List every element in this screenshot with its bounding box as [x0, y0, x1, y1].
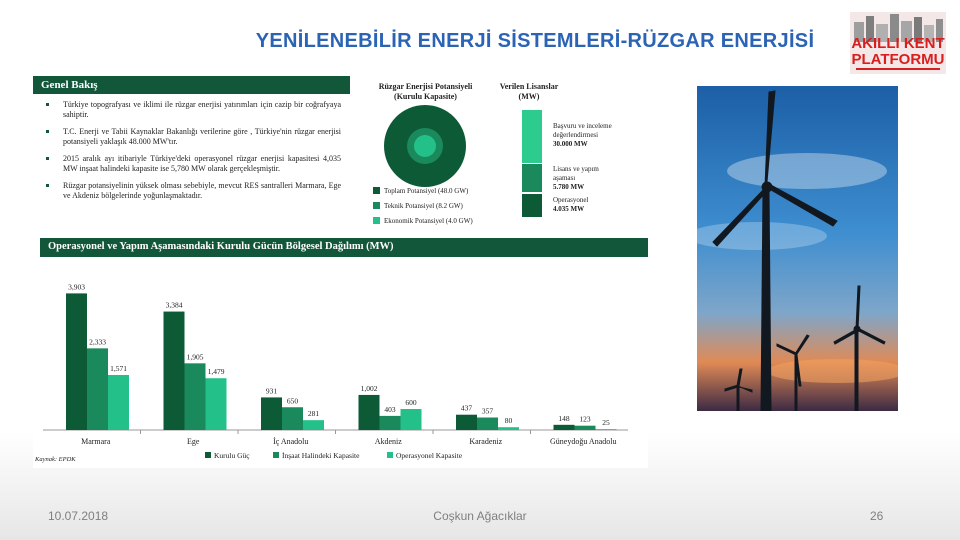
overview-bullet-list — [41, 100, 341, 208]
overview-heading: Genel Bakış — [33, 76, 350, 94]
bar-construction — [282, 407, 303, 430]
bar-installed — [359, 395, 380, 430]
legend-swatch — [373, 202, 380, 209]
overview-bullet: T.C. Enerji ve Tabii Kaynaklar Bakanlığı verilerine göre , Türkiye'nin rüzgar enerjisi potansiyeli yaklaşık 48.000 MW'tır. — [41, 127, 341, 147]
bar-construction — [380, 416, 401, 430]
license-line1: Operasyonel — [553, 196, 589, 204]
bar-data-label: 1,571 — [110, 364, 127, 374]
license-line2: değerlendirmesi — [553, 131, 599, 139]
potential-title-line1: Rüzgar Enerjisi Potansiyeli — [378, 82, 473, 91]
bar-data-label: 650 — [286, 396, 299, 406]
potential-legend-economic — [373, 217, 473, 225]
overview-bullet: Rüzgar potansiyelinin yüksek olması sebebiyle, mevcut RES santralleri Marmara, Ege ve Akdeniz bölgelerinde yoğunlaşmaktadır. — [41, 181, 341, 201]
regional-bar-chart — [33, 258, 648, 468]
license-label-construction — [553, 165, 599, 192]
bar-operational — [596, 429, 617, 430]
bar-data-label: 931 — [265, 386, 278, 396]
bar-data-label: 3,384 — [165, 300, 183, 310]
x-tick-label: Ege — [187, 437, 200, 446]
bar-operational — [108, 375, 129, 430]
potential-legend-technical — [373, 202, 463, 210]
wind-turbine-photo — [697, 86, 898, 411]
bar-data-label: 1,002 — [360, 383, 378, 393]
potential-circles — [383, 104, 467, 188]
bar-installed — [456, 415, 477, 430]
content-panel — [33, 72, 648, 468]
license-line2: aşaması — [553, 174, 576, 182]
x-tick-label: İç Anadolu — [273, 437, 309, 446]
chart-source: Kaynak: EPDK — [35, 456, 76, 463]
legend-label: Operasyonel Kapasite — [396, 451, 463, 460]
license-bar-application — [522, 110, 542, 163]
x-tick-label: Akdeniz — [374, 437, 402, 446]
bar-data-label: 3,903 — [68, 282, 85, 292]
license-value: 30.000 MW — [553, 140, 588, 148]
bar-data-label: 281 — [307, 409, 320, 419]
x-tick-label: Güneydoğu Anadolu — [550, 437, 617, 446]
license-bar-operational — [522, 194, 542, 217]
bar-installed — [261, 397, 282, 430]
akilli-kent-logo — [850, 12, 946, 74]
bar-data-label: 25 — [602, 418, 610, 428]
bar-operational — [303, 420, 324, 430]
legend-label: Ekonomik Potansiyel (4.0 GW) — [384, 217, 473, 225]
bar-construction — [575, 426, 596, 430]
cloud — [727, 153, 887, 189]
bar-installed — [164, 312, 185, 430]
license-value: 5.780 MW — [553, 183, 585, 191]
potential-legend-total — [373, 187, 468, 195]
overview-bullet: 2015 aralık ayı itibariyle Türkiye'deki operasyonel rüzgar enerjisi kapasitesi 4,035 MW inşaat halindeki kapasite ise 5,780 MW olarak gerçekleşmiştir. — [41, 154, 341, 174]
bar-operational — [498, 427, 519, 430]
bar-data-label: 357 — [481, 406, 494, 416]
license-label-operational — [553, 196, 588, 214]
bar-installed — [66, 293, 87, 430]
bar-construction — [477, 418, 498, 430]
licenses-title — [489, 82, 569, 102]
bar-operational — [401, 409, 422, 430]
license-bar-construction — [522, 164, 542, 192]
footer-author: Coşkun Ağacıklar — [433, 509, 527, 523]
license-label-application — [553, 122, 612, 149]
logo-text-line2: PLATFORMU — [851, 51, 945, 68]
bar-data-label: 1,905 — [186, 352, 204, 362]
legend-label: Toplam Potansiyel (48.0 GW) — [384, 187, 469, 195]
potential-title-line2: (Kurulu Kapasite) — [394, 92, 457, 101]
legend-swatch — [373, 187, 380, 194]
legend-swatch — [373, 217, 380, 224]
license-line1: Başvuru ve inceleme — [553, 122, 612, 130]
bar-operational — [206, 378, 227, 430]
bar-data-label: 1,479 — [207, 367, 225, 377]
legend-swatch — [205, 452, 211, 458]
legend-swatch — [387, 452, 393, 458]
economic-potential-circle — [414, 135, 436, 157]
license-line1: Lisans ve yapım — [553, 165, 599, 173]
slide-title: YENİLENEBİLİR ENERJİ SİSTEMLERİ-RÜZGAR ENERJİSİ — [255, 30, 815, 52]
legend-label: İnşaat Halindeki Kapasite — [282, 451, 360, 460]
bar-data-label: 123 — [579, 414, 591, 424]
bar-installed — [554, 425, 575, 430]
bar-construction — [185, 363, 206, 430]
bar-data-label: 600 — [405, 398, 417, 407]
footer-date: 10.07.2018 — [48, 509, 109, 523]
licenses-title-line2: (MW) — [518, 92, 540, 101]
legend-swatch — [273, 452, 279, 458]
bar-data-label: 80 — [504, 416, 513, 426]
logo-text-line1: AKILLI KENT — [851, 35, 945, 52]
x-tick-label: Marmara — [81, 437, 111, 446]
bar-data-label: 437 — [460, 403, 473, 413]
bar-data-label: 403 — [384, 404, 396, 414]
bar-construction — [87, 348, 108, 430]
bar-data-label: 148 — [558, 413, 570, 423]
overview-bullet: Türkiye topografyası ve iklimi ile rüzgar enerjisi yatırımları için cazip bir coğrafyaya sahiptir. — [41, 100, 341, 120]
bar-data-label: 2,333 — [89, 337, 106, 347]
regional-heading: Operasyonel ve Yapım Aşamasındaki Kurulu Gücün Bölgesel Dağılımı (MW) — [40, 238, 648, 257]
footer-page-number: 26 — [870, 509, 884, 523]
x-tick-label: Karadeniz — [469, 437, 503, 446]
legend-label: Teknik Potansiyel (8.2 GW) — [384, 202, 463, 210]
legend-label: Kurulu Güç — [214, 451, 250, 460]
logo-underline — [856, 68, 940, 70]
potential-title — [363, 82, 488, 102]
licenses-title-line1: Verilen Lisanslar — [499, 82, 559, 91]
license-value: 4.035 MW — [553, 205, 585, 213]
